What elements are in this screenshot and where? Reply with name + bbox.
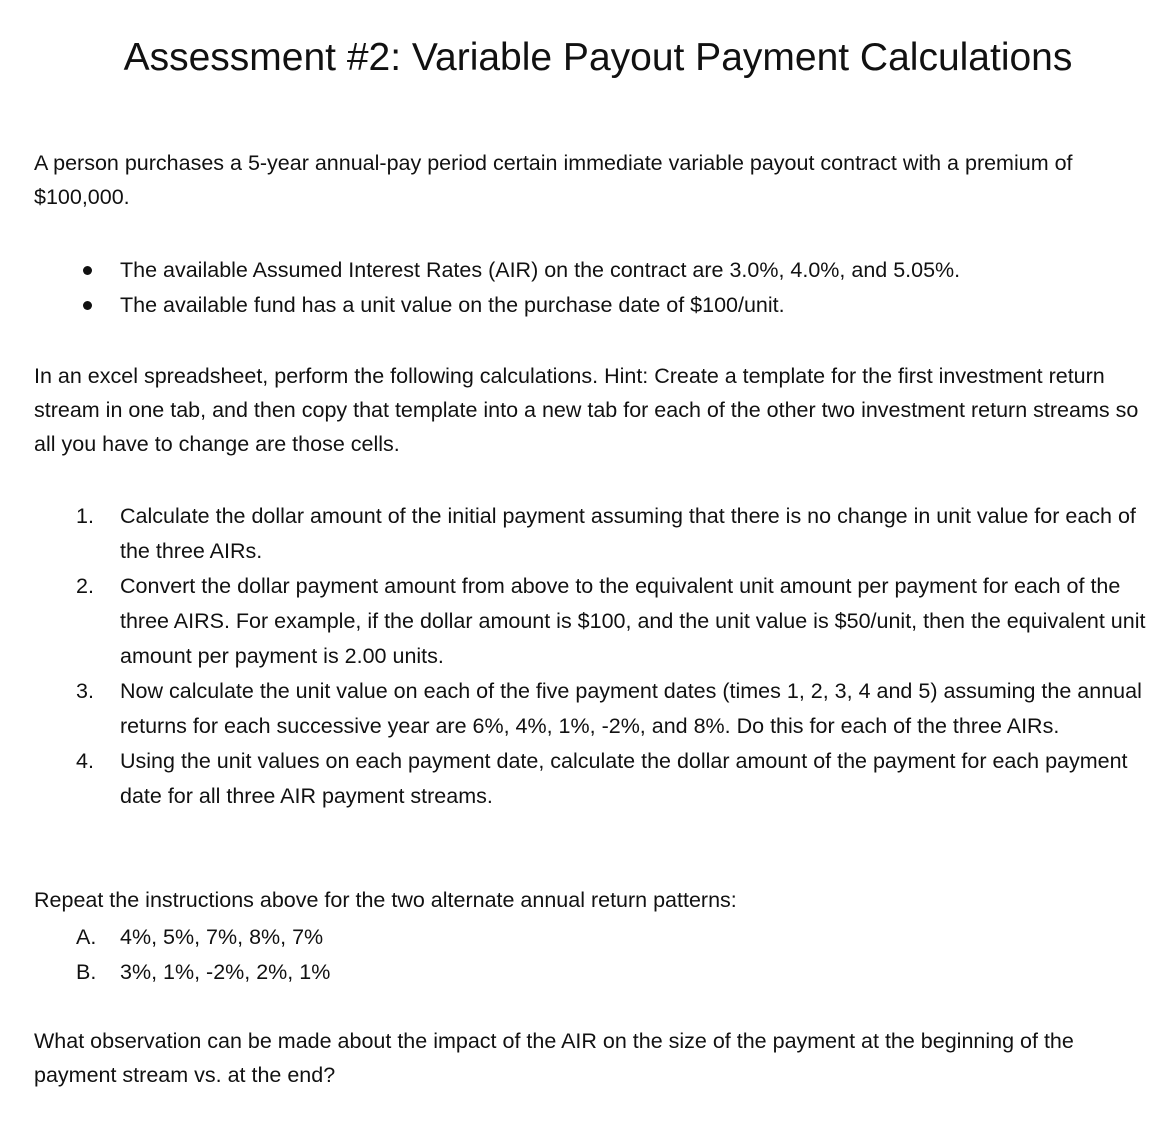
- step-text: Convert the dollar payment amount from above to the equivalent unit amount per payment for each of the three AIRS. For example, if the dollar amount is $100, and the unit value is $50/unit, then the equivalent unit amount per payment is 2.00 units.: [120, 574, 1146, 668]
- step-text: Now calculate the unit value on each of the five payment dates (times 1, 2, 3, 4 and 5) assuming the annual returns for each successive year are 6%, 4%, 1%, -2%, and 8%. Do this for each of the three AIRs.: [120, 679, 1142, 738]
- list-item: [34, 288, 1154, 323]
- list-item: [34, 569, 1164, 674]
- bullet-list: [34, 253, 1154, 323]
- bullet-text: The available Assumed Interest Rates (AIR) on the contract are 3.0%, 4.0%, and 5.05%.: [120, 258, 961, 282]
- bullet-text: The available fund has a unit value on the purchase date of $100/unit.: [120, 293, 785, 317]
- steps-list: [34, 499, 1164, 814]
- list-item: [34, 744, 1164, 814]
- list-item: [34, 674, 1164, 744]
- instructions-paragraph: In an excel spreadsheet, perform the following calculations. Hint: Create a template for the first investment return stream in one tab, and then copy that template into a new tab for each of the other two investment return streams so all you have to change are those cells.: [34, 364, 1139, 456]
- list-item: [34, 253, 1154, 288]
- repeat-intro: Repeat the instructions above for the two alternate annual return patterns:: [34, 888, 737, 912]
- bullet-icon: [83, 266, 92, 275]
- intro-paragraph: A person purchases a 5-year annual-pay period certain immediate variable payout contract with a premium of $100,000.: [34, 151, 1073, 209]
- step-text: Using the unit values on each payment date, calculate the dollar amount of the payment for each payment date for all three AIR payment streams.: [120, 749, 1128, 808]
- step-number: 1.: [76, 504, 94, 528]
- step-text: Calculate the dollar amount of the initial payment assuming that there is no change in unit value for each of the three AIRs.: [120, 504, 1136, 563]
- alternate-marker: A.: [76, 925, 97, 949]
- step-number: 3.: [76, 679, 94, 703]
- list-item: [34, 920, 1164, 955]
- alternates-list: [34, 920, 1164, 990]
- alternate-marker: B.: [76, 960, 97, 984]
- list-item: [34, 955, 1164, 990]
- alternate-text: 4%, 5%, 7%, 8%, 7%: [120, 925, 324, 949]
- step-number: 2.: [76, 574, 94, 598]
- step-number: 4.: [76, 749, 94, 773]
- alternate-text: 3%, 1%, -2%, 2%, 1%: [120, 960, 331, 984]
- question-paragraph: What observation can be made about the impact of the AIR on the size of the payment at the beginning of the payment stream vs. at the end?: [34, 1029, 1074, 1087]
- list-item: [34, 499, 1164, 569]
- page-title: Assessment #2: Variable Payout Payment Calculations: [123, 36, 1073, 79]
- bullet-icon: [83, 301, 92, 310]
